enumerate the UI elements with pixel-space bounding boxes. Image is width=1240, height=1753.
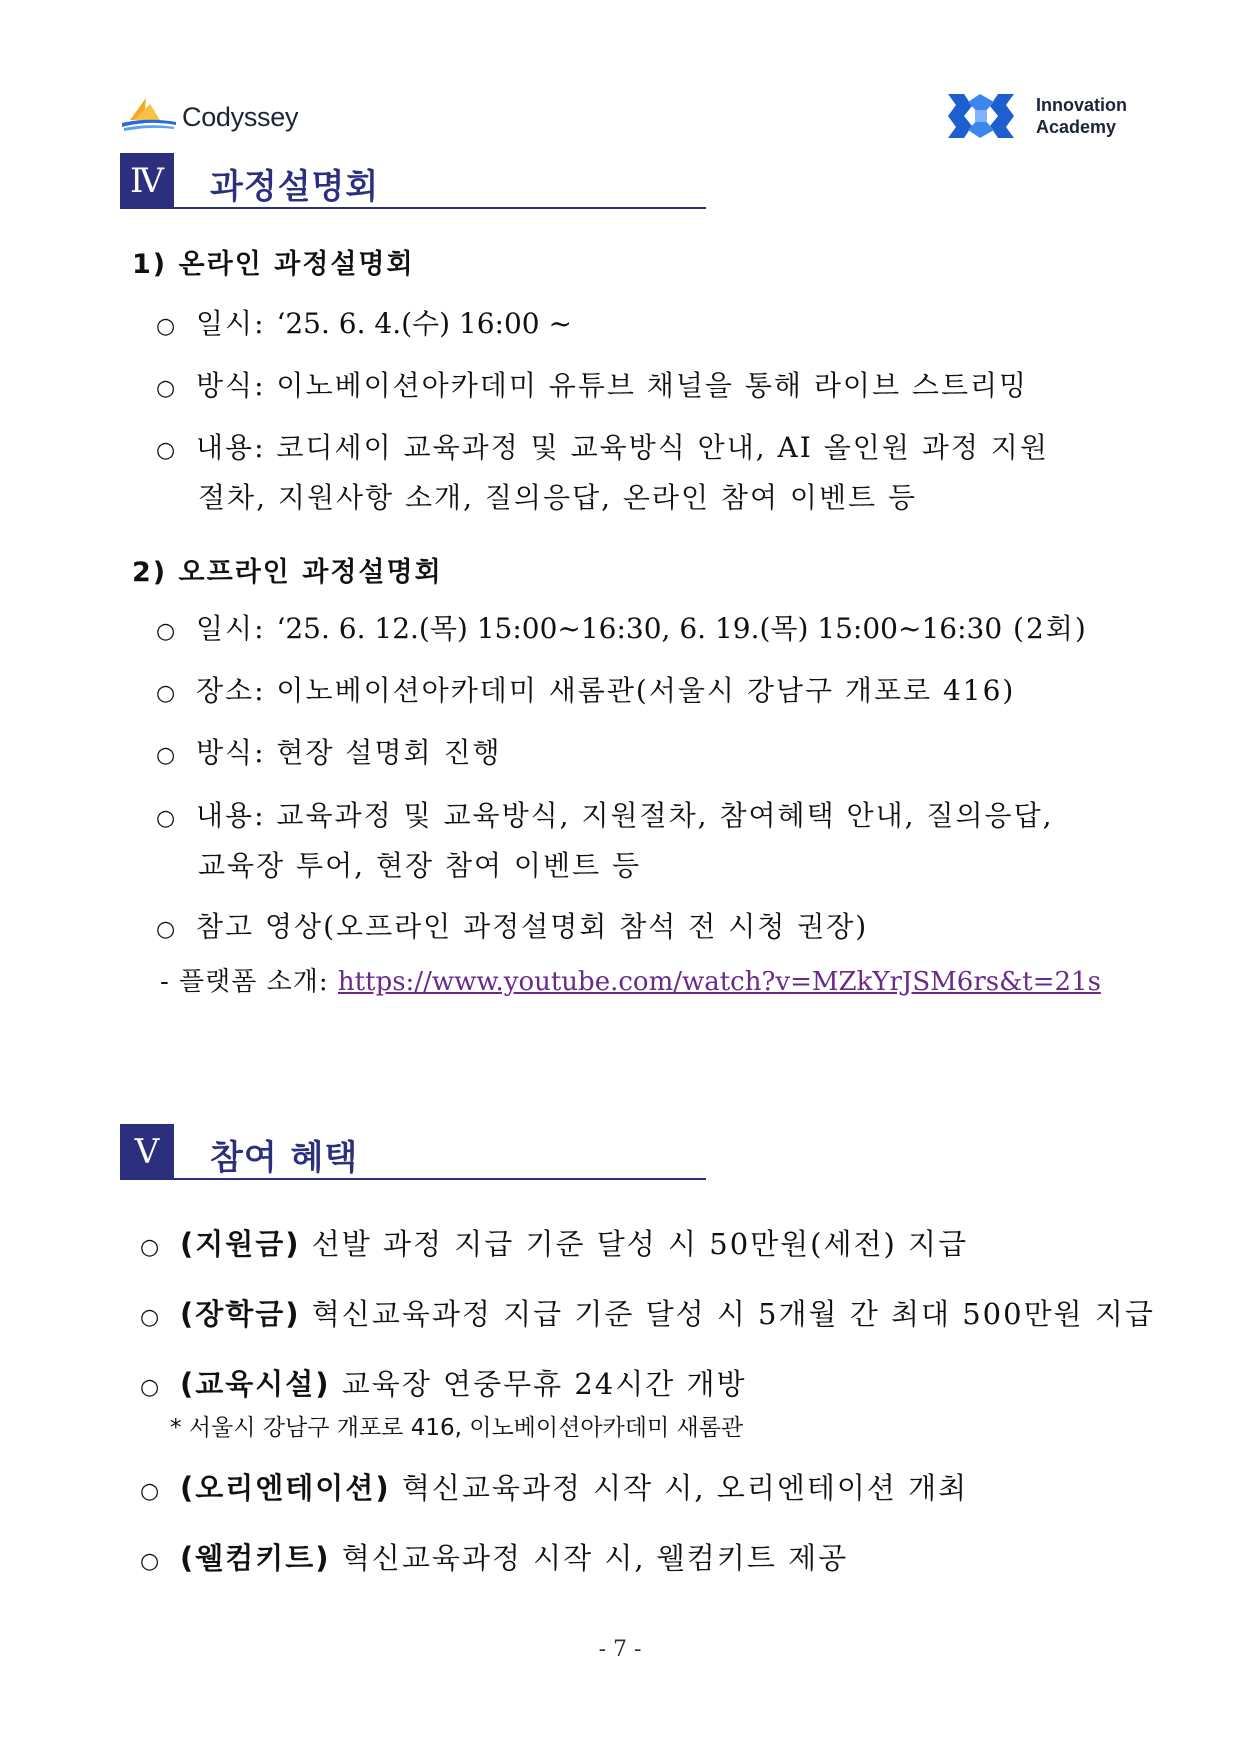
offline-datetime — [156, 605, 1136, 656]
benefit-label: (장학금) — [180, 1297, 301, 1331]
section-4-number: Ⅳ — [120, 153, 174, 209]
codyssey-sail-icon — [120, 96, 178, 132]
bullet-icon: ○ — [140, 1305, 162, 1330]
bullet-icon: ○ — [156, 917, 178, 942]
online-content-line2: 절차, 지원사항 소개, 질의응답, 온라인 참여 이벤트 등 — [198, 481, 918, 514]
facility-note: * 서울시 강남구 개포로 416, 이노베이션아카데미 새롬관 — [170, 1415, 744, 1441]
innovation-academy-logo — [944, 90, 1144, 146]
online-heading: 1) 온라인 과정설명회 — [132, 249, 415, 280]
offline-datetime-value: ‘25. 6. 12.(목) 15:00~16:30, 6. 19.(목) 15:00~16:30 — [276, 612, 1003, 645]
online-content-line1: 내용: 코디세이 교육과정 및 교육방식 안내, AI 올인원 과정 지원 — [196, 431, 1049, 464]
offline-datetime-label: 일시: — [196, 612, 266, 645]
offline-content-line2: 교육장 투어, 현장 참여 이벤트 등 — [198, 849, 642, 882]
bullet-icon: ○ — [140, 1235, 162, 1260]
section-4-title: 과정설명회 — [210, 167, 380, 207]
offline-content-line1: 내용: 교육과정 및 교육방식, 지원절차, 참여혜택 안내, 질의응답, — [196, 799, 1054, 832]
benefit-text: 혁신교육과정 시작 시, 웰컴키트 제공 — [341, 1541, 849, 1575]
bullet-icon: ○ — [156, 743, 178, 768]
section-5-number: Ⅴ — [120, 1124, 174, 1180]
offline-reference-text: 참고 영상(오프라인 과정설명회 참석 전 시청 권장) — [196, 910, 869, 943]
offline-place-text: 장소: 이노베이션아카데미 새롬관(서울시 강남구 개포로 416) — [196, 674, 1016, 707]
online-method — [156, 362, 1136, 413]
offline-content — [156, 792, 1136, 843]
offline-datetime-suffix: (2회) — [1013, 612, 1088, 645]
section-5-divider — [174, 1178, 706, 1180]
benefit-item — [140, 1358, 1140, 1414]
online-datetime-value: ‘25. 6. 4.(수) 16:00 ~ — [276, 307, 572, 340]
benefit-item — [140, 1218, 1140, 1274]
benefit-item — [140, 1288, 1155, 1344]
benefit-item — [140, 1532, 1140, 1588]
benefit-text: 선발 과정 지급 기준 달성 시 50만원(세전) 지급 — [311, 1227, 969, 1261]
offline-reference — [156, 903, 1136, 954]
benefit-label: (지원금) — [180, 1227, 301, 1261]
benefit-text: 교육장 연중무휴 24시간 개방 — [341, 1367, 747, 1401]
bullet-icon: ○ — [156, 681, 178, 706]
ia-line1: Innovation — [1036, 95, 1127, 115]
platform-row — [160, 962, 1101, 1002]
codyssey-logo — [120, 92, 300, 138]
section-5-title: 참여 혜택 — [210, 1138, 359, 1178]
bullet-icon: ○ — [156, 619, 178, 644]
bullet-icon: ○ — [140, 1549, 162, 1574]
online-datetime — [156, 300, 1136, 351]
page-number: - 7 - — [598, 1637, 642, 1662]
codyssey-brand-text: Codyssey — [182, 102, 299, 132]
online-datetime-label: 일시: — [196, 307, 266, 340]
offline-method — [156, 729, 1136, 780]
section-4-divider — [174, 207, 706, 209]
ia-line2: Academy — [1036, 117, 1117, 137]
section-4-header — [120, 153, 706, 209]
online-method-text: 방식: 이노베이션아카데미 유튜브 채널을 통해 라이브 스트리밍 — [196, 369, 1029, 402]
benefit-item — [140, 1462, 1140, 1518]
innovation-academy-text — [1036, 94, 1127, 138]
bullet-icon: ○ — [156, 806, 178, 831]
offline-place — [156, 667, 1136, 718]
bullet-icon: ○ — [156, 314, 178, 339]
benefit-label: (오리엔테이션) — [180, 1471, 391, 1505]
benefit-label: (교육시설) — [180, 1367, 331, 1401]
online-content — [156, 424, 1136, 475]
bullet-icon: ○ — [156, 438, 178, 463]
section-5-header — [120, 1124, 706, 1180]
offline-method-text: 방식: 현장 설명회 진행 — [196, 736, 502, 769]
bullet-icon: ○ — [156, 376, 178, 401]
innovation-academy-mark-icon — [944, 92, 1018, 140]
offline-heading: 2) 오프라인 과정설명회 — [132, 557, 443, 588]
bullet-icon: ○ — [140, 1479, 162, 1504]
benefit-text: 혁신교육과정 지급 기준 달성 시 5개월 간 최대 500만원 지급 — [311, 1297, 1155, 1331]
benefit-label: (웰컴키트) — [180, 1541, 331, 1575]
platform-video-link[interactable]: https://www.youtube.com/watch?v=MZkYrJSM6rs&t=21s — [337, 967, 1101, 997]
bullet-icon: ○ — [140, 1375, 162, 1400]
platform-label: - 플랫폼 소개: — [160, 967, 329, 997]
benefit-text: 혁신교육과정 시작 시, 오리엔테이션 개최 — [401, 1471, 969, 1505]
